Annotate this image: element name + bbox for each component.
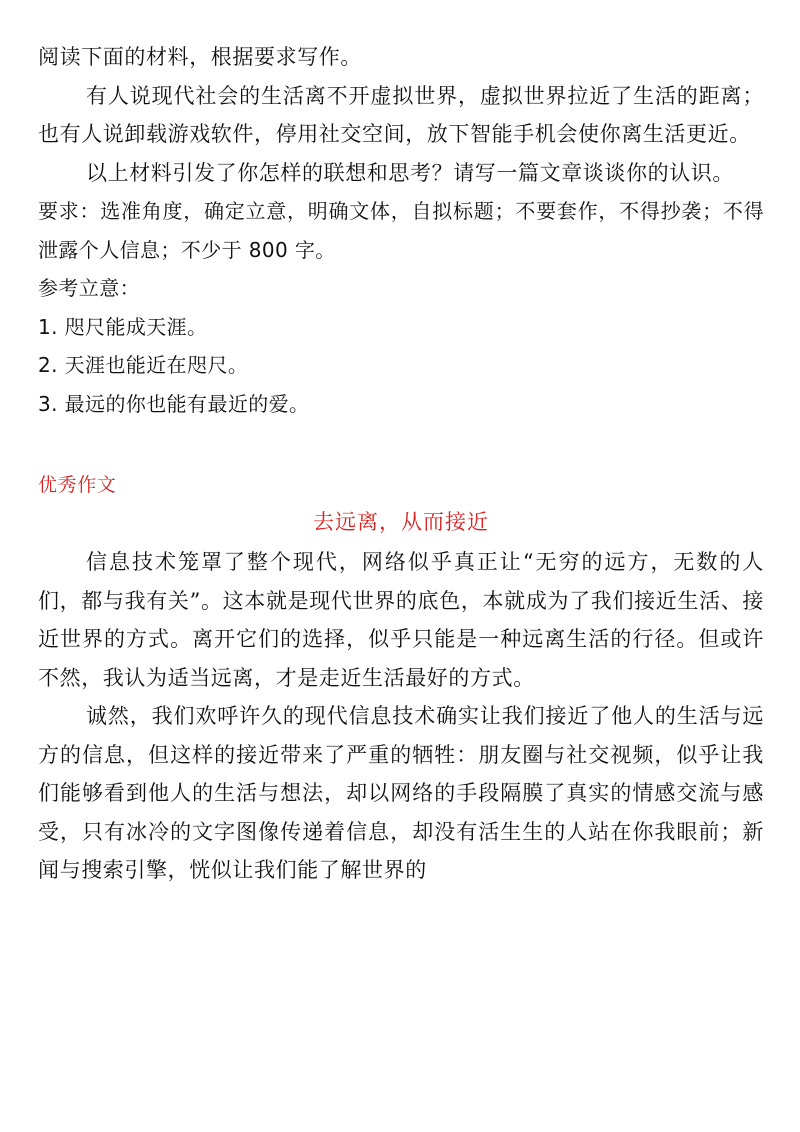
essay-paragraph-1: 信息技术笼罩了整个现代，网络似乎真正让“无穷的远方，无数的人们，都与我有关”。这本就是现代世界的底色，本就成为了我们接近生活、接近世界的方式。离开它们的选择，似乎只能是一种远离生活的行径。但或许不然，我认为适当远离，才是走近生活最好的方式。 (38, 550, 764, 690)
requirements-block (38, 192, 764, 423)
essay-title: 去远离，从而接近 (313, 510, 489, 534)
reference-item-3: 3. 最远的你也能有最近的爱。 (38, 391, 310, 416)
essay-paragraph-2: 诚然，我们欢呼许久的现代信息技术确实让我们接近了他人的生活与远方的信息，但这样的接近带来了严重的牺牲：朋友圈与社交视频，似乎让我们能够看到他人的生活与想法，却以网络的手段隔膜了真实的情感交流与感受，只有冰冷的文字图像传递着信息，却没有活生生的人站在你我眼前；新闻与搜索引擎，恍似让我们能了解世界的 (38, 704, 764, 882)
prompt-instruction: 阅读下面的材料，根据要求写作。 (38, 45, 362, 69)
section-spacer (38, 423, 764, 467)
reference-item-2: 2. 天涯也能近在咫尺。 (38, 353, 249, 377)
essay-section-label: 优秀作文 (38, 474, 117, 496)
material-paragraph-1: 有人说现代社会的生活离不开虚拟世界，虚拟世界拉近了生活的距离；也有人说卸载游戏软件，停用社交空间，放下智能手机会使你离生活更近。 (38, 83, 764, 146)
document-body (38, 38, 764, 890)
reference-heading: 参考立意： (38, 276, 140, 300)
material-paragraph-2: 以上材料引发了你怎样的联想和思考？请写一篇文章谈谈你的认识。 (86, 160, 734, 185)
reference-item-1: 1. 咫尺能成天涯。 (38, 314, 208, 339)
requirements-text: 要求：选准角度，确定立意，明确文体，自拟标题；不要套作，不得抄袭；不得泄露个人信息；不少于 800 字。 (38, 199, 764, 262)
